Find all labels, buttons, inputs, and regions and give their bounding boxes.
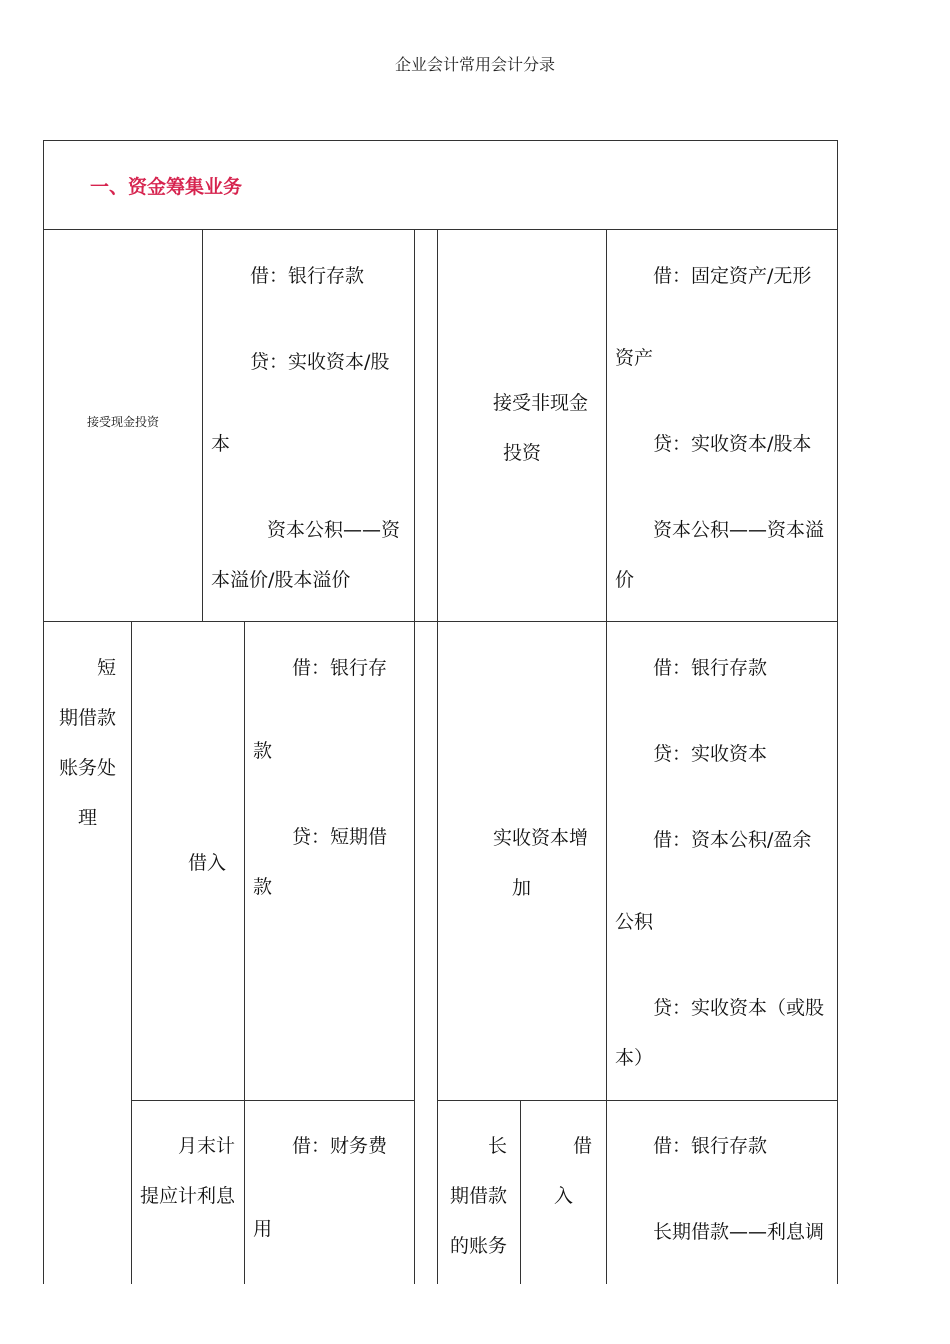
group-label-short-term-loan: 账务处 xyxy=(59,757,117,779)
group-label-long-term-loan: 期借款 xyxy=(450,1185,508,1207)
table-rule xyxy=(244,621,245,1284)
table-rule xyxy=(43,229,838,230)
entry-line: 借：银行存 xyxy=(292,657,388,679)
table-rule xyxy=(606,229,607,1284)
entry-line: 资产 xyxy=(615,347,654,369)
entry-line: 借：银行存款 xyxy=(653,1135,768,1157)
entry-line: 贷：实收资本/股 xyxy=(250,351,390,373)
sub-label-borrow: 借入 xyxy=(188,852,227,874)
row-label-paid-in-capital-increase: 加 xyxy=(512,877,532,899)
table-rule xyxy=(437,1100,838,1101)
table-rule xyxy=(131,1100,414,1101)
table-rule xyxy=(414,229,415,1284)
document-title: 企业会计常用会计分录 xyxy=(394,55,555,74)
table-rule xyxy=(437,229,438,1284)
group-label-short-term-loan: 短 xyxy=(97,657,117,679)
section-heading: 一、资金筹集业务 xyxy=(90,176,243,198)
entry-line: 价 xyxy=(615,569,635,591)
entry-line: 公积 xyxy=(615,911,654,933)
entry-line: 资本公积——资 xyxy=(267,519,401,541)
table-rule xyxy=(202,229,203,621)
entry-line: 长期借款——利息调 xyxy=(653,1221,825,1243)
entry-line: 贷：实收资本（或股 xyxy=(653,997,825,1019)
entry-line: 借：银行存款 xyxy=(250,265,365,287)
entry-line: 借：固定资产/无形 xyxy=(653,265,812,287)
table-rule xyxy=(131,621,132,1284)
table-rule xyxy=(43,621,838,622)
sub-label-accrue-interest: 提应计利息 xyxy=(140,1185,236,1207)
entry-line: 贷：实收资本 xyxy=(653,743,768,765)
row-label-paid-in-capital-increase: 实收资本增 xyxy=(493,827,589,849)
group-label-long-term-loan: 的账务 xyxy=(450,1235,508,1257)
entry-line: 资本公积——资本溢 xyxy=(653,519,825,541)
entry-line: 贷：实收资本/股本 xyxy=(653,433,812,455)
group-label-short-term-loan: 理 xyxy=(78,807,98,829)
entry-line: 借：资本公积/盈余 xyxy=(653,829,812,851)
row-label-cash-investment: 接受现金投资 xyxy=(87,415,160,429)
group-label-long-term-loan: 长 xyxy=(488,1135,508,1157)
sub-label-borrow-long: 入 xyxy=(554,1185,574,1207)
sub-label-borrow-long: 借 xyxy=(573,1135,593,1157)
table-rule xyxy=(520,1100,521,1284)
entries-table xyxy=(43,140,838,1284)
entry-line: 用 xyxy=(253,1218,273,1240)
group-label-short-term-loan: 期借款 xyxy=(59,707,117,729)
entry-line: 本 xyxy=(211,433,231,455)
entry-line: 款 xyxy=(253,740,273,762)
sub-label-accrue-interest: 月末计 xyxy=(178,1135,236,1157)
entry-line: 贷：短期借 xyxy=(292,826,388,848)
entry-line: 借：财务费 xyxy=(292,1135,388,1157)
entry-line: 本溢价/股本溢价 xyxy=(211,569,351,591)
entry-line: 借：银行存款 xyxy=(653,657,768,679)
row-label-noncash-investment: 接受非现金 xyxy=(493,392,589,414)
entry-line: 本） xyxy=(615,1047,654,1069)
entry-line: 款 xyxy=(253,876,273,898)
row-label-noncash-investment: 投资 xyxy=(503,442,542,464)
